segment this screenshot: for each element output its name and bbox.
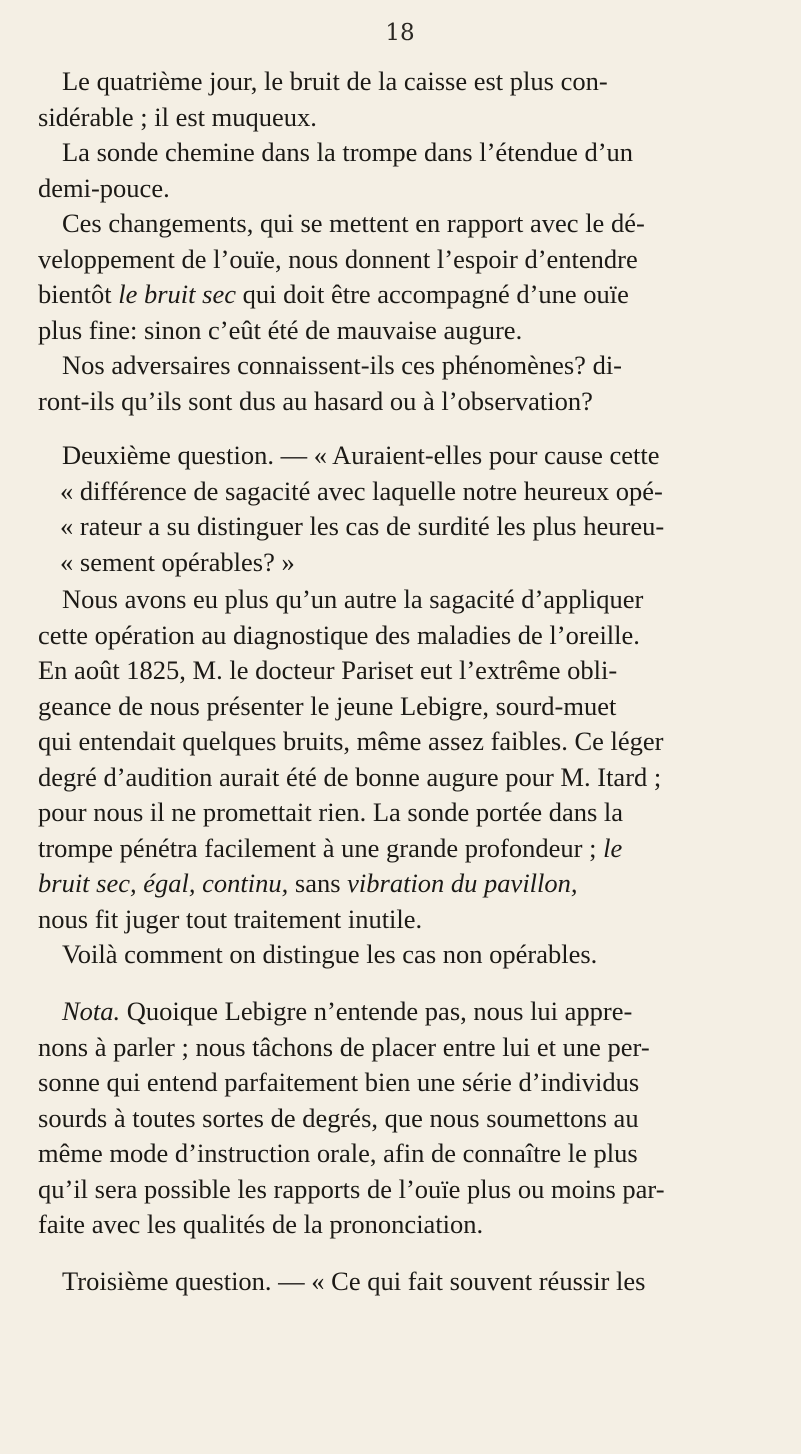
text-line: qui entendait quelques bruits, même assez faibles. Ce léger bbox=[38, 726, 664, 756]
text-line: faite avec les qualités de la prononciation. bbox=[38, 1209, 484, 1239]
text-run: Quoique Lebigre n’entende pas, nous lui appre- bbox=[126, 996, 633, 1026]
text-line: demi-pouce. bbox=[38, 173, 170, 203]
text-line bbox=[38, 831, 622, 865]
text-line: Le quatrième jour, le bruit de la caisse est plus con- bbox=[62, 66, 608, 96]
text-line: nous fit juger tout traitement inutile. bbox=[38, 904, 423, 934]
text-line bbox=[38, 866, 578, 900]
text-line: « sement opérables? » bbox=[60, 547, 295, 577]
text-line: nons à parler ; nous tâchons de placer entre lui et une per- bbox=[38, 1032, 650, 1062]
text-run: trompe pénétra facilement à une grande profondeur ; bbox=[38, 833, 597, 863]
text-line: « rateur a su distinguer les cas de surdité les plus heureu- bbox=[60, 511, 665, 541]
text-line: cette opération au diagnostique des maladies de l’oreille. bbox=[38, 620, 640, 650]
text-line bbox=[38, 994, 632, 1028]
text-line: même mode d’instruction orale, afin de connaître le plus bbox=[38, 1138, 638, 1168]
text-line: Troisième question. — « Ce qui fait souvent réussir les bbox=[62, 1266, 646, 1296]
text-line: sourds à toutes sortes de degrés, que nous soumettons au bbox=[38, 1103, 639, 1133]
text-line: plus fine: sinon c’eût été de mauvaise augure. bbox=[38, 315, 523, 345]
text-line: degré d’audition aurait été de bonne augure pour M. Itard ; bbox=[38, 762, 662, 792]
text-line: qu’il sera possible les rapports de l’ouïe plus ou moins par- bbox=[38, 1174, 665, 1204]
text-line: geance de nous présenter le jeune Lebigre, sourd-muet bbox=[38, 691, 617, 721]
emphasis-text: vibration du pavillon, bbox=[347, 868, 578, 898]
nota-label: Nota. bbox=[62, 996, 121, 1026]
text-line: Nous avons eu plus qu’un autre la sagacité d’appliquer bbox=[62, 584, 644, 614]
text-run: qui doit être accompagné d’une ouïe bbox=[242, 279, 629, 309]
text-line: En août 1825, M. le docteur Pariset eut l’extrême obli- bbox=[38, 655, 618, 685]
text-line: sidérable ; il est muqueux. bbox=[38, 102, 317, 132]
text-line: Ces changements, qui se mettent en rapport avec le dé- bbox=[62, 208, 645, 238]
text-line: pour nous il ne promettait rien. La sonde portée dans la bbox=[38, 797, 624, 827]
emphasis-text: le bruit sec bbox=[118, 279, 236, 309]
text-line: ront-ils qu’ils sont dus au hasard ou à l’observation? bbox=[38, 386, 593, 416]
emphasis-text: bruit sec, égal, continu, bbox=[38, 868, 289, 898]
text-run: sans bbox=[294, 868, 341, 898]
page-number: 18 bbox=[385, 20, 415, 46]
text-run: bientôt bbox=[38, 279, 112, 309]
emphasis-text: le bbox=[603, 833, 623, 863]
text-line: veloppement de l’ouïe, nous donnent l’espoir d’entendre bbox=[38, 244, 638, 274]
text-line: La sonde chemine dans la trompe dans l’étendue d’un bbox=[62, 137, 634, 167]
text-line: Voilà comment on distingue les cas non opérables. bbox=[62, 939, 598, 969]
text-line bbox=[38, 277, 629, 311]
text-line: sonne qui entend parfaitement bien une série d’individus bbox=[38, 1067, 640, 1097]
text-line: « différence de sagacité avec laquelle notre heureux opé- bbox=[60, 476, 663, 506]
text-line: Deuxième question. — « Auraient-elles pour cause cette bbox=[62, 440, 660, 470]
text-line: Nos adversaires connaissent-ils ces phénomènes? di- bbox=[62, 350, 623, 380]
